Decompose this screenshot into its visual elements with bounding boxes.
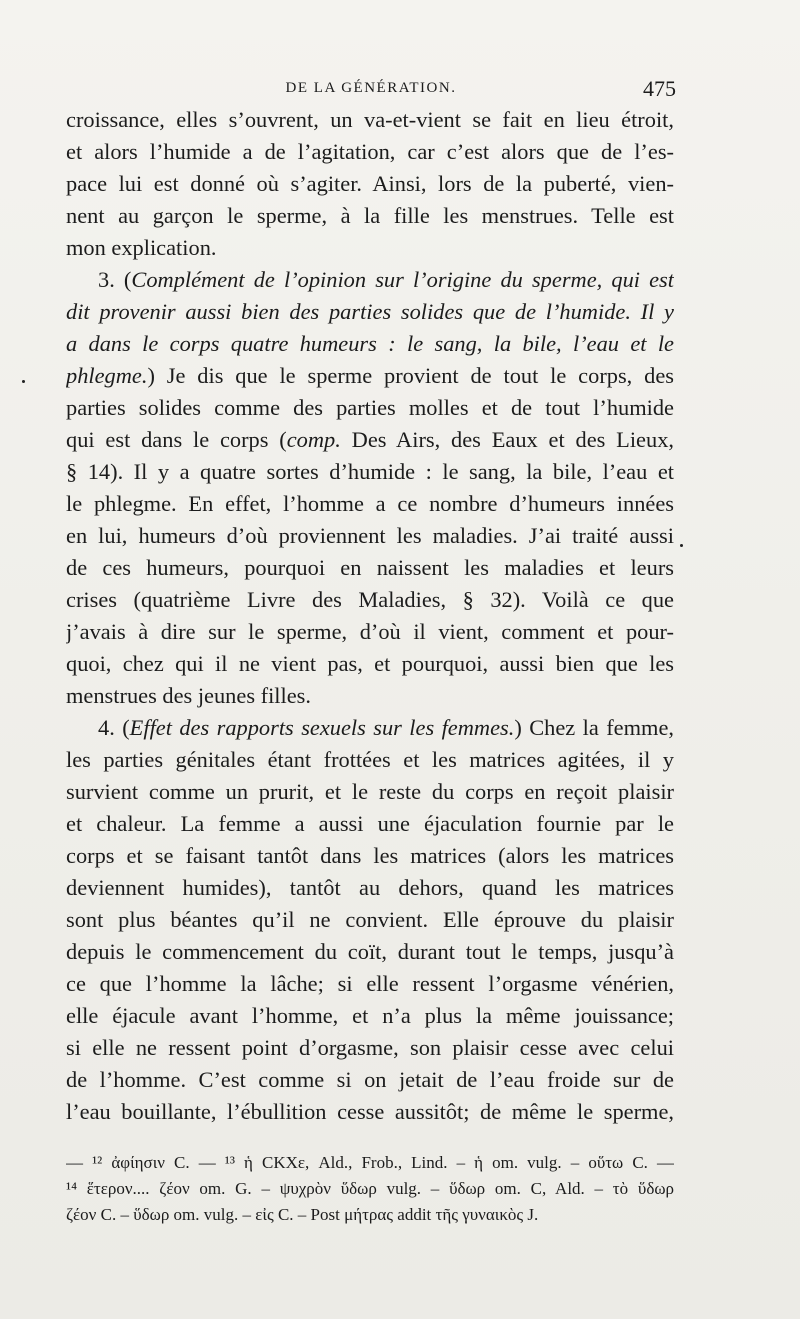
section-3-heading-line	[66, 264, 674, 296]
text-line: les parties génitales étant frottées et les matrices agitées, il y	[66, 747, 674, 772]
section-summary: Effet des rapports sexuels sur les femmes.	[129, 715, 515, 740]
section-summary: phlegme.	[66, 363, 148, 388]
text-run-italic: comp.	[286, 427, 341, 452]
ink-speck	[680, 544, 683, 547]
footnote-line: ¹⁴ ἕτερον.... ζέον om. G. – ψυχρὸν ὕδωρ vulg. – ὕδωρ om. C, Ald. – τὸ ὕδωρ	[66, 1179, 674, 1198]
text-line: quoi, chez qui il ne vient pas, et pourquoi, aussi bien que les	[66, 651, 674, 676]
text-line: croissance, elles s’ouvrent, un va-et-vient se fait en lieu étroit,	[66, 107, 674, 132]
text-run: Des Airs, des Eaux et des Lieux,	[340, 427, 674, 452]
text-line: et alors l’humide a de l’agitation, car c’est alors que de l’es-	[66, 139, 674, 164]
text-line: nent au garçon le sperme, à la fille les menstrues. Telle est	[66, 203, 674, 228]
text-line: j’avais à dire sur le sperme, d’où il vient, comment et pour-	[66, 619, 674, 644]
text-line: l’eau bouillante, l’ébullition cesse aussitôt; de même le sperme,	[66, 1099, 674, 1124]
section-number: 3. (	[98, 267, 132, 292]
text-line: mon explication.	[66, 235, 217, 260]
text-line: de l’homme. C’est comme si on jetait de l’eau froide sur de	[66, 1067, 674, 1092]
section-summary-line: dit provenir aussi bien des parties solides que de l’humide. Il y	[66, 299, 674, 324]
text-line: si elle ne ressent point d’orgasme, son plaisir cesse avec celui	[66, 1035, 674, 1060]
text-line: menstrues des jeunes filles.	[66, 683, 311, 708]
text-line: survient comme un prurit, et le reste du corps en reçoit plaisir	[66, 779, 674, 804]
section-summary: Complément de l’opinion sur l’origine du sperme, qui est	[131, 267, 674, 292]
text-line: ce que l’homme la lâche; si elle ressent l’orgasme vénérien,	[66, 971, 674, 996]
text-line: en lui, humeurs d’où proviennent les maladies. J’ai traité aussi	[66, 523, 674, 548]
page-number: 475	[643, 76, 676, 101]
main-text	[66, 104, 674, 1128]
running-head: DE LA GÉNÉRATION.	[285, 80, 457, 96]
text-line	[66, 360, 674, 392]
text-run: qui est dans le corps (	[66, 427, 287, 452]
text-line: depuis le commencement du coït, durant tout le temps, jusqu’à	[66, 939, 674, 964]
text-line: de ces humeurs, pourquoi en naissent les maladies et leurs	[66, 555, 674, 580]
text-line: crises (quatrième Livre des Maladies, § 32). Voilà ce que	[66, 587, 674, 612]
text-line: corps et se faisant tantôt dans les matrices (alors les matrices	[66, 843, 674, 868]
text-line: pace lui est donné où s’agiter. Ainsi, lors de la puberté, vien-	[66, 171, 674, 196]
section-4-heading-line	[66, 712, 674, 744]
footnote-line: ζέον C. – ὕδωρ om. vulg. – εἰς C. – Post μήτρας addit τῆς γυναικὸς J.	[66, 1205, 539, 1224]
text-line: elle éjacule avant l’homme, et n’a plus la même jouissance;	[66, 1003, 674, 1028]
footnotes	[66, 1150, 674, 1228]
text-line: deviennent humides), tantôt au dehors, quand les matrices	[66, 875, 674, 900]
text-line: § 14). Il y a quatre sortes d’humide : le sang, la bile, l’eau et	[66, 459, 674, 484]
text-line: le phlegme. En effet, l’homme a ce nombre d’humeurs innées	[66, 491, 674, 516]
text-line: et chaleur. La femme a aussi une éjaculation fournie par le	[66, 811, 674, 836]
text-run: ) Chez la femme,	[514, 715, 674, 740]
ink-speck	[22, 380, 25, 383]
text-line: parties solides comme des parties molles et de tout l’humide	[66, 395, 674, 420]
text-line: sont plus béantes qu’il ne convient. Elle éprouve du plaisir	[66, 907, 674, 932]
footnote-line: — ¹² ἀφίησιν C. — ¹³ ἡ CKXε, Ald., Frob., Lind. – ἡ om. vulg. – οὕτω C. —	[66, 1153, 674, 1172]
text-run: ) Je dis que le sperme provient de tout le corps, des	[147, 363, 674, 388]
text-line	[66, 424, 674, 456]
section-summary-line: a dans le corps quatre humeurs : le sang, la bile, l’eau et le	[66, 331, 674, 356]
page-header	[66, 76, 676, 102]
section-number: 4. (	[98, 715, 130, 740]
